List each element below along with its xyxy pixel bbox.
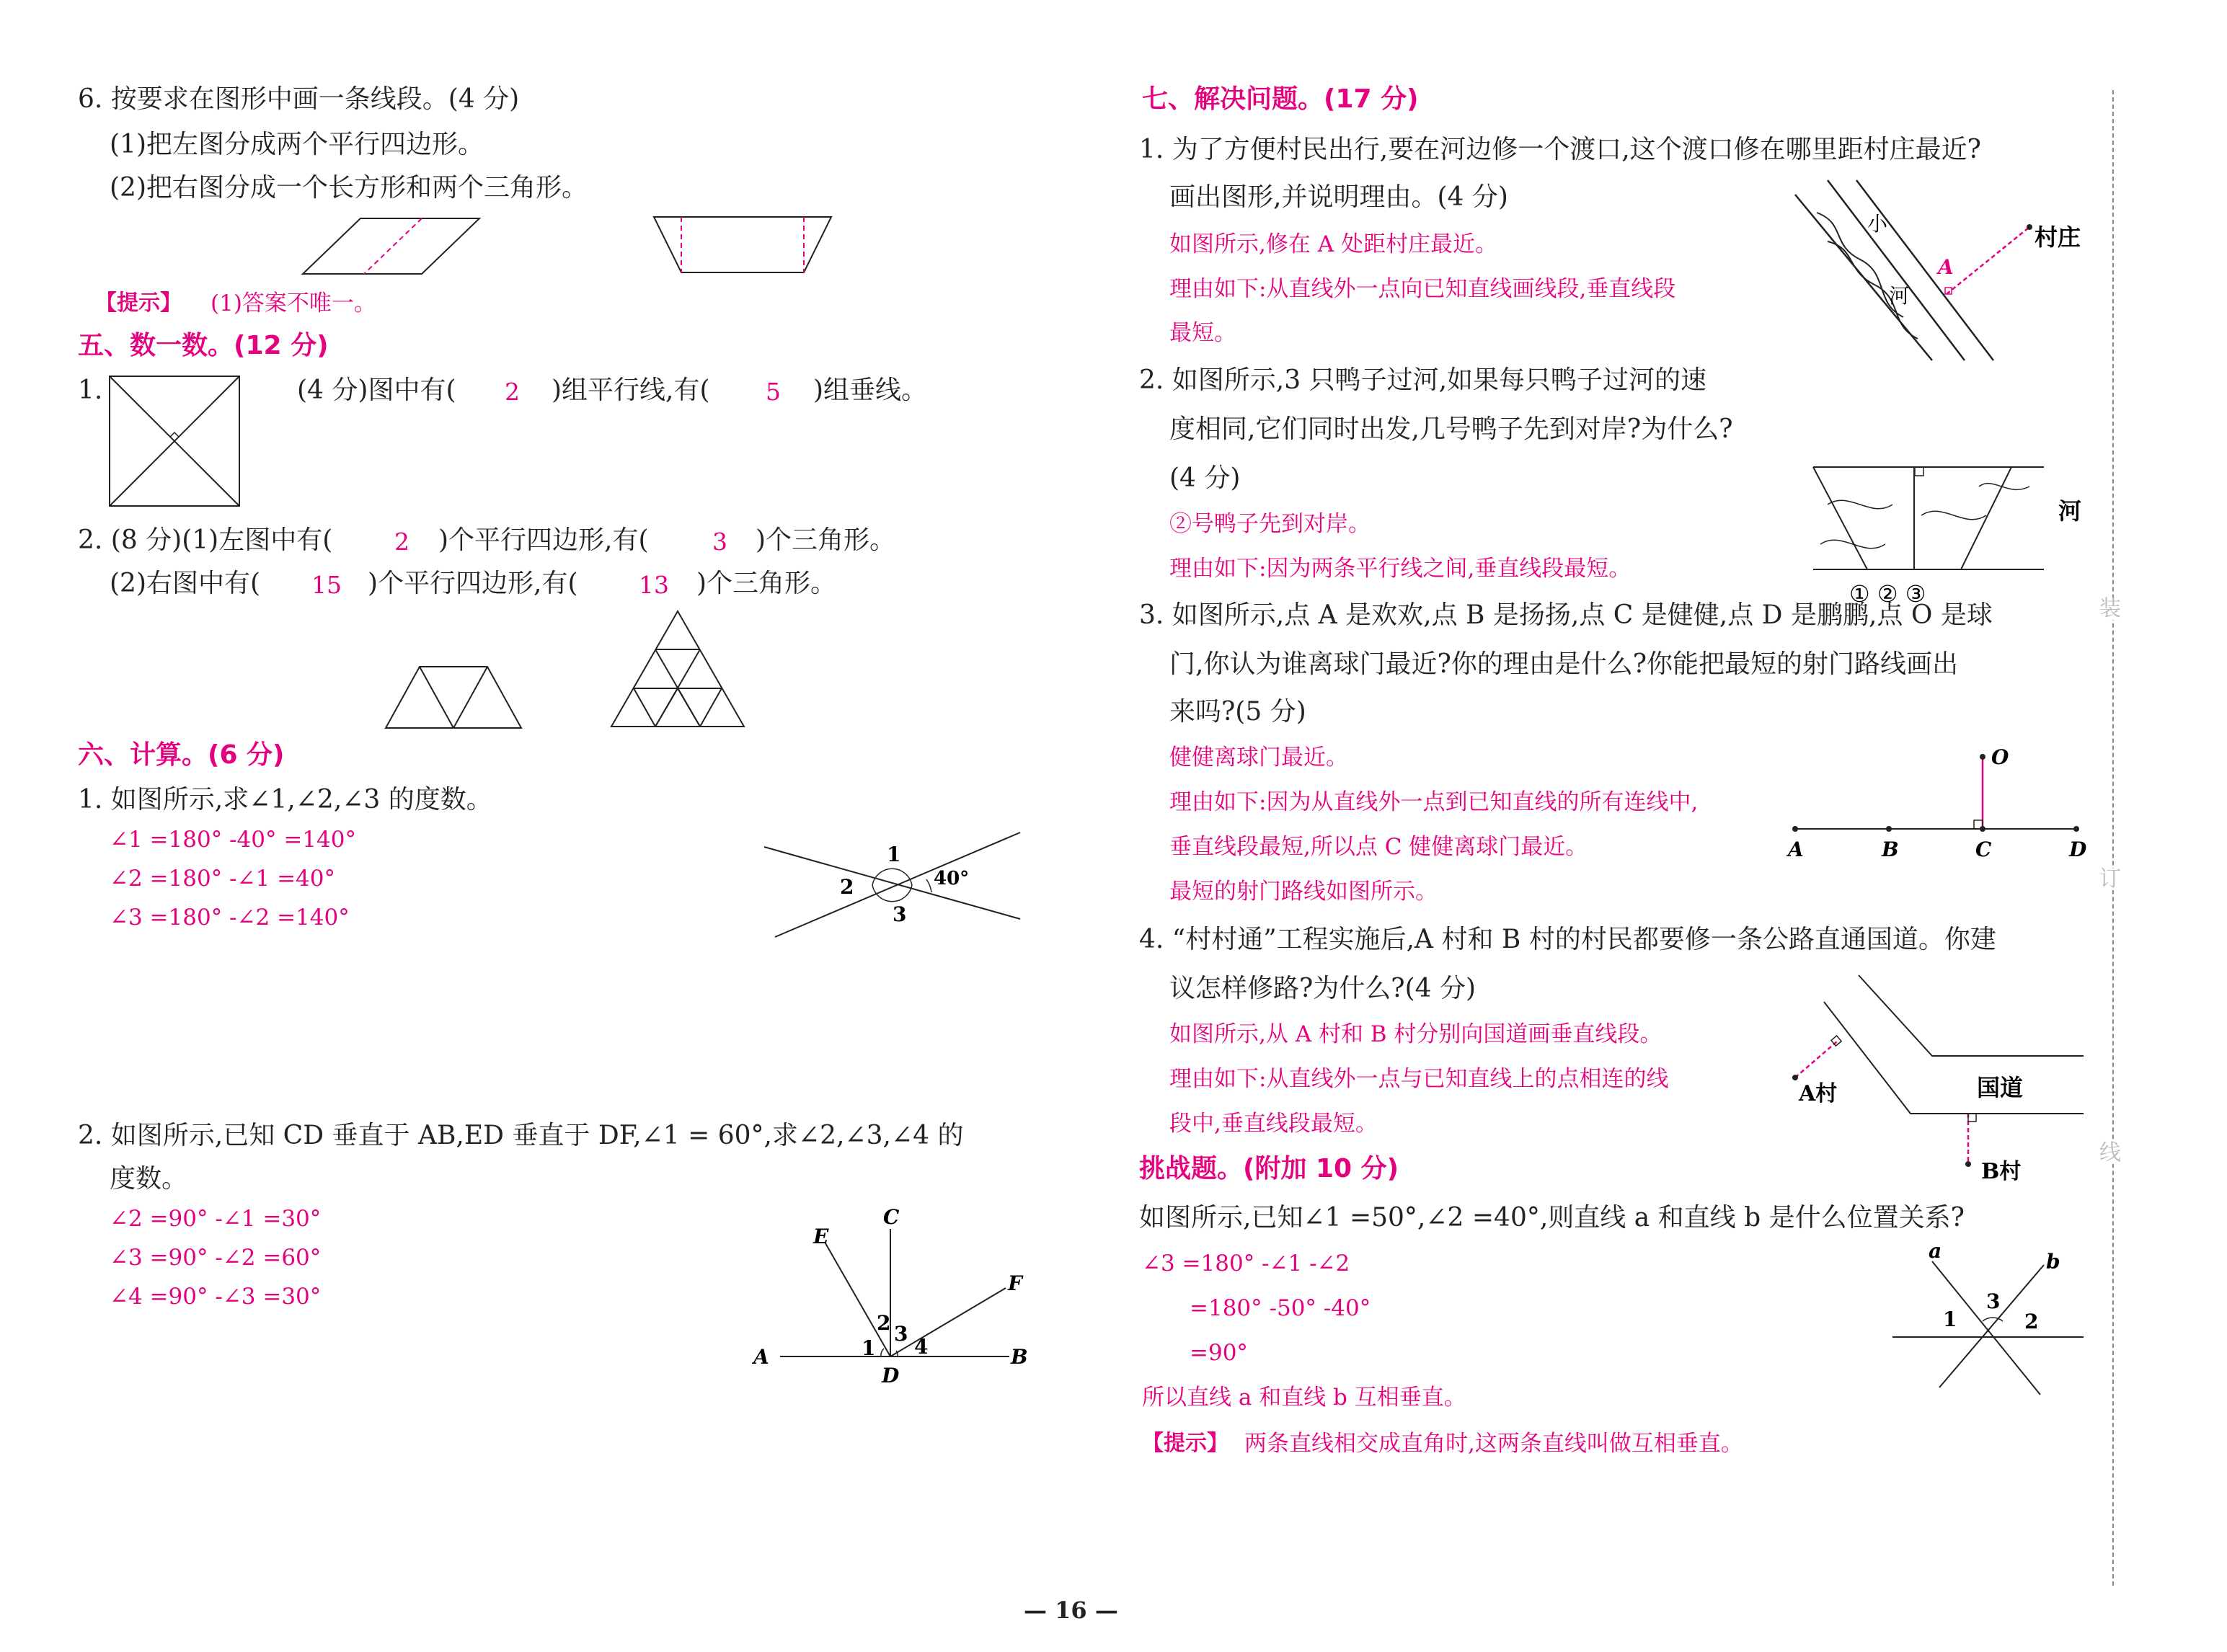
- binding-char-3: 线: [2099, 1140, 2121, 1165]
- s5-q1-text-c: )组垂线。: [813, 376, 928, 405]
- r-q3-line3: 来吗?(5 分): [1169, 697, 1306, 727]
- challenge-answer3: =90°: [1190, 1340, 1248, 1366]
- fig2-label-F: F: [1008, 1271, 1022, 1295]
- section6-title: 六、计算。(6 分): [78, 740, 285, 770]
- r-fig5-2: 2: [2024, 1310, 2039, 1333]
- s6-q2-line2: 度数。: [110, 1164, 188, 1194]
- q6-hint-tag: 【提示】: [95, 290, 182, 316]
- fig2-label-D: D: [882, 1364, 900, 1387]
- s5-q2-answer2: 3: [712, 528, 727, 556]
- s5-q2-line2-a: (2)右图中有(: [110, 569, 261, 598]
- s5-q2-line1-c: )个三角形。: [756, 525, 896, 555]
- s5-q1-text-a: (4 分)图中有(: [297, 376, 456, 405]
- r-fig4-B-village: B村: [1981, 1159, 2022, 1184]
- r-q3-answer4: 最短的射门路线如图所示。: [1169, 879, 1438, 905]
- fig2-label-4: 4: [914, 1335, 929, 1359]
- r-q2-line3: (4 分): [1169, 463, 1241, 493]
- r-q3-line2: 门,你认为谁离球门最近?你的理由是什么?你能把最短的射门路线画出: [1169, 649, 1959, 679]
- q6-hint: (1)答案不唯一。: [211, 290, 376, 316]
- r-q1-answer3: 最短。: [1169, 320, 1236, 346]
- fig2-label-A: A: [753, 1345, 769, 1369]
- challenge-answer4: 所以直线 a 和直线 b 互相垂直。: [1142, 1385, 1466, 1411]
- section5-title: 五、数一数。(12 分): [78, 331, 329, 360]
- fig2-label-E: E: [813, 1225, 829, 1248]
- intersecting-lines-figure: [764, 829, 1031, 944]
- r-fig5-3: 3: [1986, 1289, 2001, 1313]
- challenge-answer1: ∠3 =180° -∠1 -∠2: [1142, 1251, 1350, 1276]
- q6-title: 6. 按要求在图形中画一条线段。(4 分): [78, 84, 520, 114]
- r-q1-line1: 1. 为了方便村民出行,要在河边修一个渡口,这个渡口修在哪里距村庄最近?: [1139, 135, 1981, 164]
- lines-a-b-figure: [1889, 1239, 2091, 1402]
- r-fig5-a: a: [1929, 1239, 1942, 1263]
- goal-points-figure: [1781, 735, 2098, 865]
- r-q4-answer2: 理由如下:从直线外一点与已知直线上的点相连的线: [1169, 1066, 1669, 1092]
- r-fig5-1: 1: [1943, 1307, 1957, 1331]
- r-fig4-highway: 国道: [1977, 1074, 2024, 1101]
- r-q3-answer3: 垂直线段最短,所以点 C 健健离球门最近。: [1169, 834, 1588, 860]
- binding-char-1: 装: [2099, 596, 2121, 621]
- r-q4-answer3: 段中,垂直线段最短。: [1169, 1111, 1378, 1137]
- s5-q2-answer3: 15: [311, 571, 342, 599]
- r-q1-answer1: 如图所示,修在 A 处距村庄最近。: [1169, 231, 1497, 257]
- trapezoid-figure: [652, 215, 840, 280]
- r-q2-line2: 度相同,它们同时出发,几号鸭子先到对岸?为什么?: [1169, 414, 1733, 444]
- page-number: — 16 —: [1024, 1597, 1118, 1624]
- fig2-label-B: B: [1011, 1345, 1028, 1369]
- r-q3-line1: 3. 如图所示,点 A 是欢欢,点 B 是扬扬,点 C 是健健,点 D 是鹏鹏,点 O 是球: [1139, 600, 1993, 630]
- s6-q2-answer3: ∠4 =90° -∠3 =30°: [110, 1284, 322, 1310]
- s5-q1-text-b: )组平行线,有(: [552, 376, 710, 405]
- challenge-answer2: =180° -50° -40°: [1190, 1295, 1371, 1321]
- fig2-label-C: C: [883, 1205, 900, 1229]
- r-fig3-C: C: [1975, 838, 1992, 861]
- s5-q1-answer2: 5: [766, 378, 781, 406]
- trapezoid-triangles-figure: [386, 663, 530, 735]
- s5-q2-line1-a: 2. (8 分)(1)左图中有(: [78, 525, 333, 555]
- r-fig1-A: A: [1938, 255, 1954, 279]
- r-q2-answer2: 理由如下:因为两条平行线之间,垂直线段最短。: [1169, 556, 1631, 582]
- r-q4-answer1: 如图所示,从 A 村和 B 村分别向国道画垂直线段。: [1169, 1021, 1662, 1047]
- s5-q1-number: 1.: [78, 376, 103, 405]
- s6-q1-answer2: ∠2 =180° -∠1 =40°: [110, 866, 335, 892]
- s6-q1-answer1: ∠1 =180° -40° =140°: [110, 827, 356, 853]
- challenge-hint: 两条直线相交成直角时,这两条直线叫做互相垂直。: [1244, 1431, 1743, 1457]
- square-diagonals-figure: [108, 375, 245, 512]
- r-fig3-A: A: [1788, 838, 1804, 861]
- fig2-label-1: 1: [862, 1336, 876, 1360]
- challenge-hint-tag: 【提示】: [1142, 1431, 1228, 1456]
- r-fig1-village: 村庄: [2035, 223, 2081, 251]
- r-fig2-numbers: ① ② ③: [1849, 580, 1926, 608]
- r-q3-answer1: 健健离球门最近。: [1169, 745, 1348, 771]
- big-triangle-figure: [609, 609, 753, 732]
- r-q2-answer1: ②号鸭子先到对岸。: [1169, 511, 1371, 537]
- section7-title: 七、解决问题。(17 分): [1142, 84, 1419, 114]
- fig2-label-3: 3: [894, 1322, 908, 1346]
- r-fig3-B: B: [1882, 838, 1899, 861]
- r-fig5-b: b: [2046, 1250, 2060, 1274]
- s6-q2-answer1: ∠2 =90° -∠1 =30°: [110, 1206, 322, 1232]
- fig1-label-2: 2: [840, 875, 854, 899]
- s5-q2-line2-b: )个平行四边形,有(: [368, 569, 578, 598]
- r-q1-answer2: 理由如下:从直线外一点向已知直线画线段,垂直线段: [1169, 276, 1676, 302]
- river-village-figure: [1795, 180, 2098, 368]
- binding-char-2: 订: [2099, 866, 2121, 892]
- s5-q2-line2-c: )个三角形。: [696, 569, 837, 598]
- r-fig4-A-village: A村: [1799, 1081, 1838, 1106]
- fig1-label-3: 3: [893, 902, 907, 926]
- s5-q2-line1-b: )个平行四边形,有(: [438, 525, 649, 555]
- r-q4-line2: 议怎样修路?为什么?(4 分): [1169, 974, 1476, 1003]
- highway-figure: [1781, 969, 2098, 1186]
- s6-q1-text: 1. 如图所示,求∠1,∠2,∠3 的度数。: [78, 785, 492, 814]
- binding-dashed-line: [2112, 90, 2114, 1586]
- s5-q1-answer1: 2: [505, 378, 520, 406]
- q6-part2: (2)把右图分成一个长方形和两个三角形。: [110, 173, 588, 203]
- r-fig2-river: 河: [2058, 497, 2082, 525]
- r-q4-line1: 4. “村村通”工程实施后,A 村和 B 村的村民都要修一条公路直通国道。你建: [1139, 925, 1996, 954]
- angles-figure: [750, 1196, 1038, 1387]
- s6-q2-answer2: ∠3 =90° -∠2 =60°: [110, 1245, 322, 1271]
- s5-q2-answer1: 2: [394, 528, 409, 556]
- r-fig3-O: O: [1991, 745, 2009, 769]
- s6-q2-line1: 2. 如图所示,已知 CD 垂直于 AB,ED 垂直于 DF,∠1 = 60°,求∠2,∠3,∠4 的: [78, 1121, 964, 1150]
- challenge-question: 如图所示,已知∠1 =50°,∠2 =40°,则直线 a 和直线 b 是什么位置关系?: [1139, 1203, 1965, 1233]
- challenge-title: 挑战题。(附加 10 分): [1139, 1154, 1399, 1184]
- s6-q1-answer3: ∠3 =180° -∠2 =140°: [110, 905, 350, 931]
- r-fig3-D: D: [2069, 838, 2087, 861]
- r-fig1-river: 河: [1889, 284, 1910, 308]
- r-q2-line1: 2. 如图所示,3 只鸭子过河,如果每只鸭子过河的速: [1139, 365, 1707, 395]
- parallelogram-figure: [303, 216, 490, 281]
- s5-q2-answer4: 13: [639, 571, 669, 599]
- r-q3-answer2: 理由如下:因为从直线外一点到已知直线的所有连线中,: [1169, 789, 1699, 815]
- fig1-label-40deg: 40°: [934, 868, 970, 889]
- fig1-label-1: 1: [887, 843, 901, 866]
- r-fig1-small: 小: [1867, 212, 1888, 236]
- q6-part1: (1)把左图分成两个平行四边形。: [110, 130, 484, 159]
- fig2-label-2: 2: [877, 1311, 891, 1335]
- r-q1-line2: 画出图形,并说明理由。(4 分): [1169, 182, 1508, 212]
